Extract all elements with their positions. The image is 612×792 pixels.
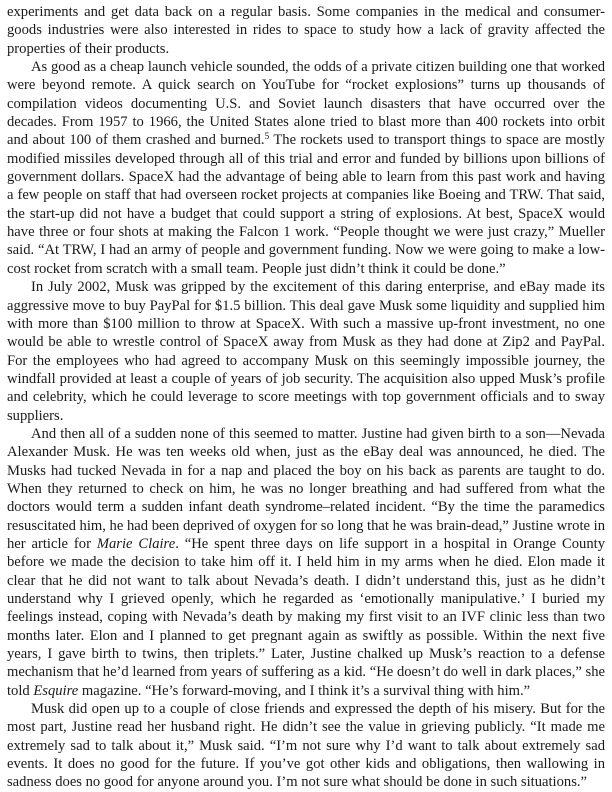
paragraph-continuation — [7, 3, 605, 58]
paragraph-paypal-sale — [7, 278, 605, 425]
text-run: In July 2002, Musk was gripped by the excitement of this daring enterprise, and eBay made its aggressive move to buy PayPal for $1.5 billion. This deal gave Musk some liquidity and supplied him with more than $100 million to throw at SpaceX. With such a massive up-front investment, no one would be able to wrestle control of SpaceX away from Musk as they had done at Zip2 and PayPal. For the employees who had agreed to accompany Musk on this seemingly impossible journey, the windfall provided at least a couple of years of job security. The acquisition also upped Musk’s profile and celebrity, which he could leverage to score meetings with top government officials and to sway suppliers. — [7, 279, 605, 424]
text-run: Musk did open up to a couple of close friends and expressed the depth of his misery. But for the most part, Justine read her husband right. He didn’t see the value in grieving publicly. “It made me extremely sad to talk about it,” Musk said. “I’m not sure why I’d want to talk about extremely sad events. It does no good for the future. If you’ve got other kids and obligations, then wallowing in sadness does no good for anyone around you. I’m not sure what should be done in such situations.” — [7, 701, 605, 791]
text-run: experiments and get data back on a regular basis. Some companies in the medical and consumer-goods industries were also interested in rides to space to study how a lack of gravity affected the properties of their products. — [7, 4, 605, 57]
italic-title-marie-claire: Marie Claire — [96, 535, 176, 552]
text-run: . “He spent three days on life support in a hospital in Orange County before we made the decision to take him off it. I held him in my arms when he died. Elon made it clear that he did not want to talk about Nevada’s death. I didn’t understand this, just as he didn’t understand why I grieved openly, which he regarded as ‘emotionally manipulative.’ I buried my feelings instead, coping with Nevada’s death by making my first visit to an IVF clinic less than two months later. Elon and I planned to get pregnant again as swiftly as possible. Within the next five years, I gave birth to twins, then triplets.” Later, Justine chalked up Musk’s reaction to a defense mechanism that he’d learned from years of suffering as a kid. “He doesn’t do well in dark places,” she told — [7, 535, 605, 699]
footnote-marker: 5 — [264, 132, 270, 143]
paragraph-grief — [7, 700, 605, 792]
italic-title-esquire: Esquire — [33, 682, 79, 699]
text-run: And then all of a sudden none of this seemed to matter. Justine had given birth to a son—Nevada Alexander Musk. He was ten weeks old when, just as the eBay deal was announced, he died. The Musks had tucked Nevada in for a nap and placed the boy on his back as parents are taught to do. When they returned to check on him, he was no longer breathing and had suffered from what the doctors would term a sudden infant death syndrome–related incident. “By the time the paramedics resuscitated him, he had been deprived of oxygen for so long that he was brain-dead,” Justine wrote in her article for — [7, 425, 605, 552]
paragraph-nevada — [7, 425, 605, 700]
paragraph-launch-odds — [7, 58, 605, 278]
text-run: As good as a cheap launch vehicle sounded, the odds of a private citizen building one that worked were beyond remote. A quick search on YouTube for “rocket explosions” turns up thousands of compilation videos documenting U.S. and Soviet launch disasters that have occurred over the decades. From 1957 to 1966, the United States alone tried to blast more than 400 rockets into orbit and about 100 of them crashed and burned. — [7, 59, 605, 149]
text-run: The rockets used to transport things to space are mostly modified missiles developed through all of this trial and error and funded by billions upon billions of government dollars. SpaceX had the advantage of being able to learn from this past work and having a few people on staff that had overseen rocket projects at companies like Boeing and TRW. That said, the start-up did not have a budget that could support a string of explosions. At best, SpaceX would have three or four shots at making the Falcon 1 work. “People thought we were just crazy,” Mueller said. “At TRW, I had an army of people and government funding. Now we were going to make a low-cost rocket from scratch with a small team. People just didn’t think it could be done.” — [7, 132, 605, 277]
text-run: magazine. “He’s forward-moving, and I think it’s a survival thing with him.” — [78, 682, 531, 699]
book-page — [7, 3, 605, 792]
